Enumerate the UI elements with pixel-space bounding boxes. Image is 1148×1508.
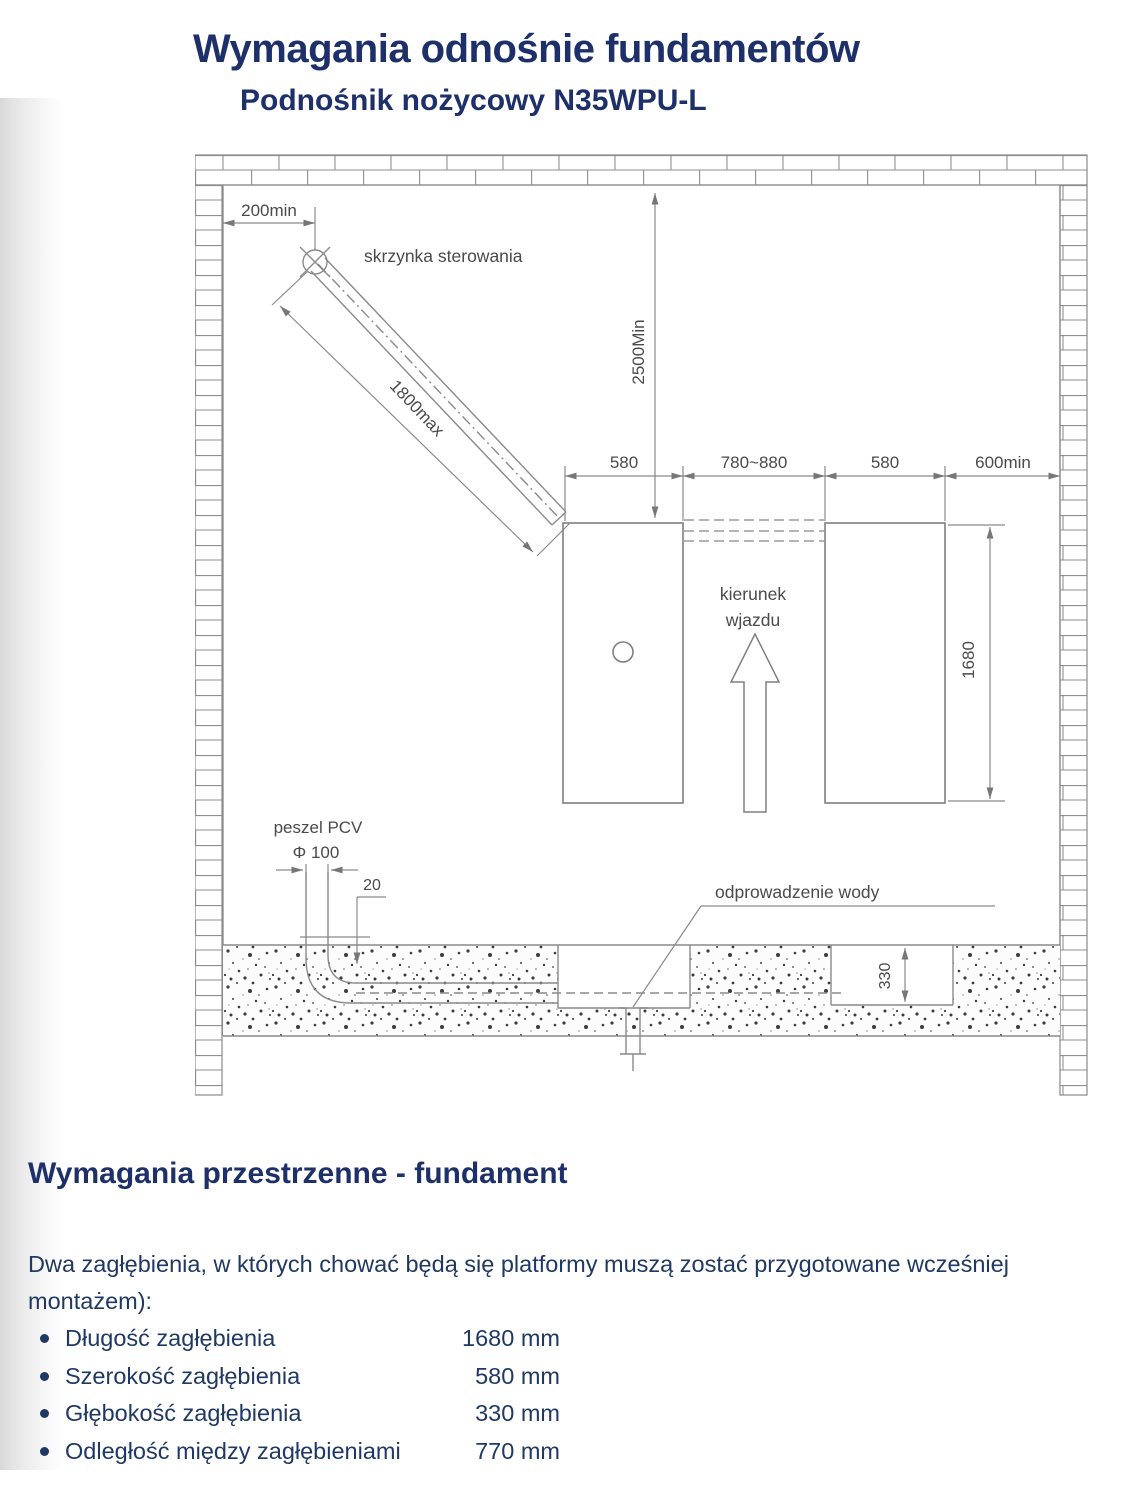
dim-580-right-label: 580	[870, 453, 900, 472]
dim-200min-label: 200min	[241, 201, 297, 220]
foundation-diagram	[195, 150, 1090, 1100]
requirement-label: Długość zagłębienia	[65, 1325, 276, 1352]
bullet-icon	[40, 1447, 49, 1456]
page-subtitle: Podnośnik nożycowy N35WPU-L	[240, 84, 707, 117]
dim-1680-label: 1680	[959, 641, 978, 679]
list-item	[40, 1358, 560, 1396]
control-box-symbol	[300, 247, 330, 277]
dim-20-label: 20	[363, 877, 381, 894]
bullet-icon	[40, 1372, 49, 1381]
dim-600min-label: 600min	[975, 453, 1031, 472]
list-item	[40, 1320, 560, 1358]
section-heading: Wymagania przestrzenne - fundament	[28, 1157, 568, 1190]
control-box-label: skrzynka sterowania	[364, 246, 523, 266]
control-box-conduit	[311, 258, 566, 525]
bullet-icon	[40, 1334, 49, 1343]
list-item	[40, 1395, 560, 1433]
page-title: Wymagania odnośnie fundamentów	[193, 27, 860, 71]
foundation-diagram-svg	[195, 150, 1090, 1100]
brick-wall-right	[1060, 185, 1087, 1095]
requirements-list	[40, 1320, 560, 1470]
dim-2500min-label: 2500Min	[629, 319, 648, 385]
conduit-diameter-label: Φ 100	[292, 843, 340, 862]
requirement-value: 1680 mm	[462, 1325, 560, 1352]
requirement-label: Odległość między zagłębieniami	[65, 1437, 401, 1464]
requirement-label: Głębokość zagłębienia	[65, 1400, 302, 1427]
left-platform-recess	[563, 523, 683, 803]
right-platform-recess	[825, 523, 945, 803]
requirement-value: 770 mm	[475, 1437, 560, 1464]
requirement-label: Szerokość zagłębienia	[65, 1362, 301, 1389]
left-recess-section	[558, 945, 690, 1008]
bullet-icon	[40, 1409, 49, 1418]
brick-wall-top	[195, 155, 1087, 185]
water-drain-label: odprowadzenie wody	[715, 882, 880, 902]
dim-330-label: 330	[877, 962, 894, 990]
list-item	[40, 1433, 560, 1471]
requirement-value: 580 mm	[475, 1362, 560, 1389]
requirement-value: 330 mm	[475, 1400, 560, 1427]
brick-wall-left	[195, 185, 222, 1095]
direction-label-line2: wjazdu	[725, 610, 781, 630]
concrete-floor-section	[223, 945, 1060, 1036]
recess-anchor-hole	[613, 642, 633, 662]
dim-780-880-label: 780~880	[720, 453, 788, 472]
direction-label-line1: kierunek	[719, 584, 787, 604]
dim-1800max-label: 1800max	[386, 376, 448, 441]
recess-gap-dashed-lines	[684, 520, 824, 541]
section-paragraph: Dwa zagłębienia, w których chować będą się platformy muszą zostać przygotowane wcześniej montażem):	[28, 1251, 1009, 1314]
dim-580-left-label: 580	[609, 453, 639, 472]
conduit-name-label: peszel PCV	[273, 818, 363, 837]
drive-direction-arrow	[731, 634, 779, 812]
